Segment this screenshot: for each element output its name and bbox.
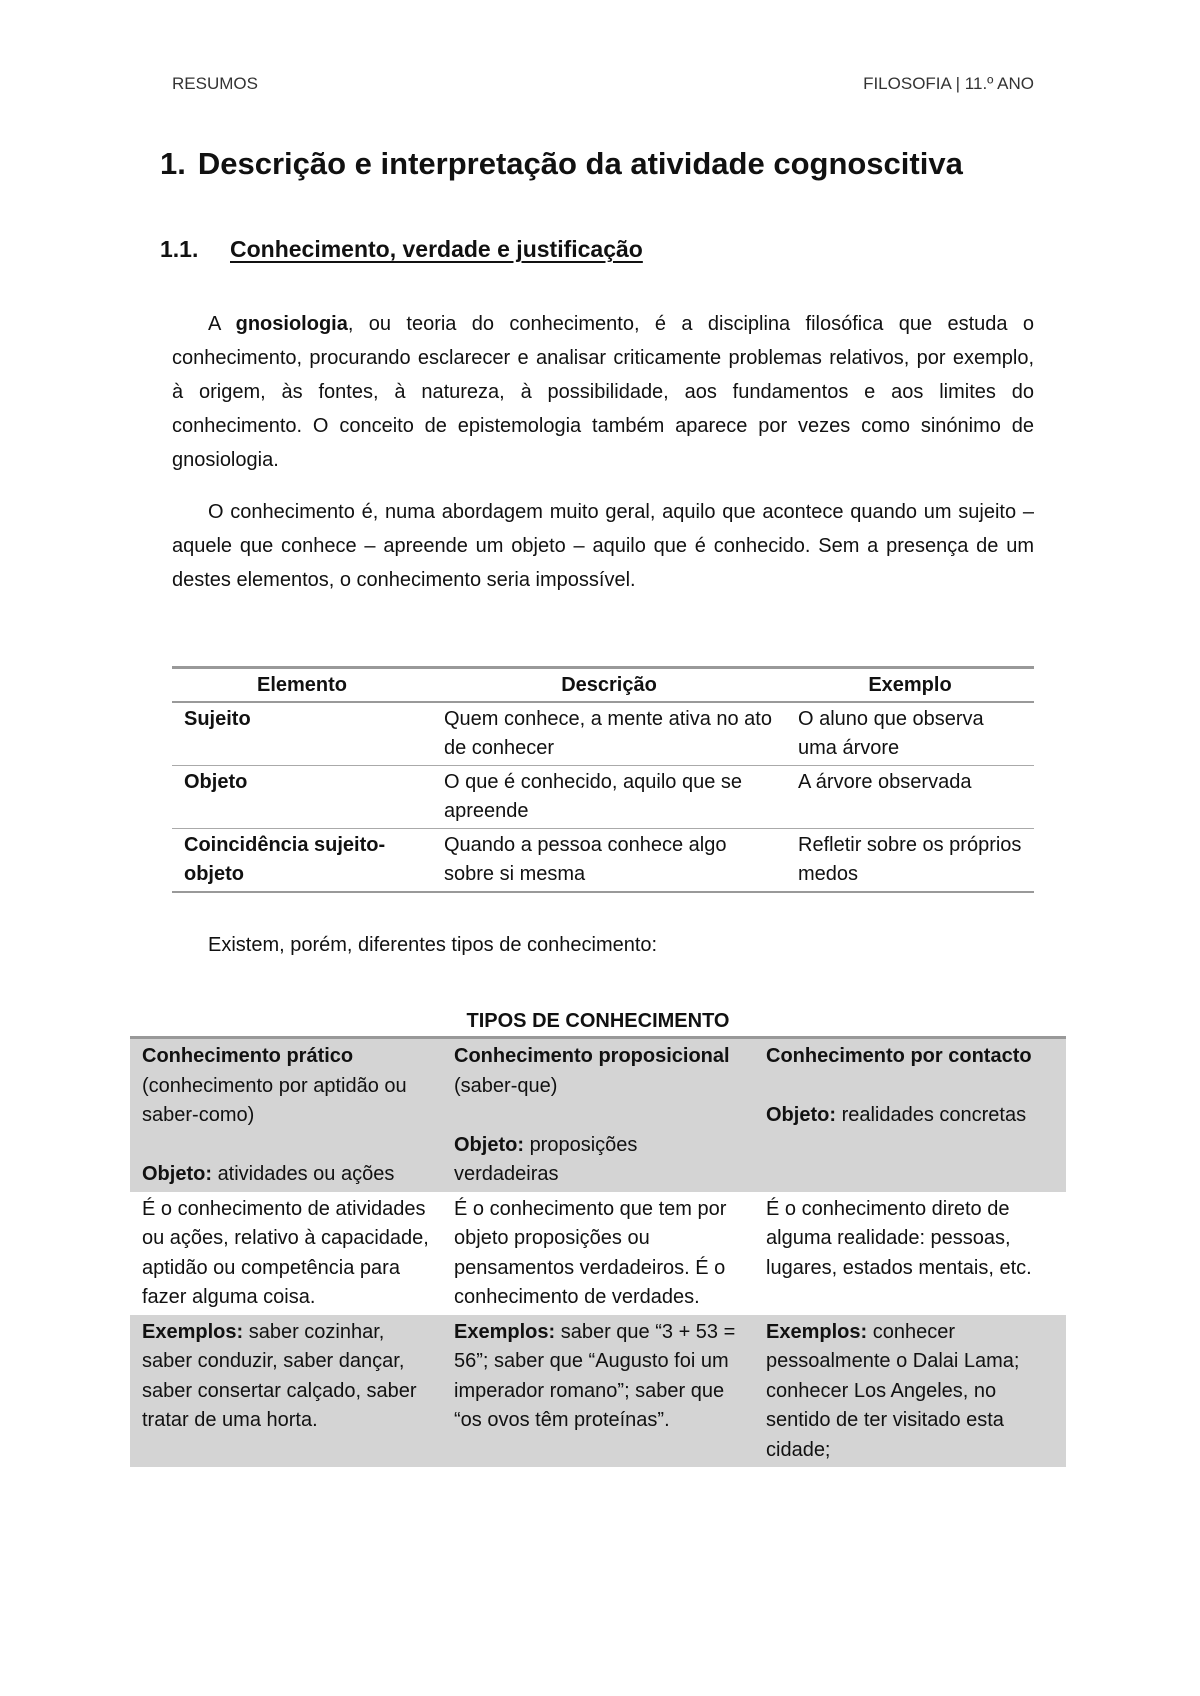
subsection-heading (160, 236, 643, 263)
paragraph-conhecimento (172, 495, 1034, 597)
type-examples-cell (130, 1315, 442, 1468)
cell-element: Objeto (172, 766, 432, 829)
cell-element: Coincidência sujeito-objeto (172, 829, 432, 893)
types-name-row (130, 1038, 1066, 1192)
type-cell-pratico (130, 1038, 442, 1192)
table-row (172, 766, 1034, 829)
table-row (172, 702, 1034, 766)
examples-label: Exemplos: (454, 1320, 556, 1343)
examples-label: Exemplos: (142, 1320, 244, 1343)
elements-table (172, 666, 1034, 893)
types-definition-row (130, 1192, 1066, 1315)
header-right: FILOSOFIA | 11.º ANO (863, 74, 1034, 93)
cell-example: A árvore observada (786, 766, 1034, 829)
cell-example: O aluno que observa uma árvore (786, 702, 1034, 766)
examples-label: Exemplos: (766, 1320, 868, 1343)
header-exemplo: Exemplo (786, 668, 1034, 703)
object-label: Objeto: (766, 1104, 836, 1126)
header-elemento: Elemento (172, 668, 432, 703)
type-examples: conhecer pessoalmente o Dalai Lama; conhecer Los Angeles, no sentido de ter visitado esta cidade; (766, 1320, 1020, 1461)
section-title: Descrição e interpretação da atividade cognoscitiva (197, 146, 963, 181)
object-label: Objeto: (454, 1133, 524, 1156)
paragraph-gnosiologia (172, 307, 1034, 477)
type-object: realidades concretas (841, 1104, 1027, 1126)
section-heading (160, 146, 963, 182)
types-table-caption: TIPOS DE CONHECIMENTO (466, 1010, 730, 1032)
type-cell-contacto (754, 1038, 1066, 1192)
cell-description: Quem conhece, a mente ativa no ato de conhecer (432, 702, 786, 766)
elements-table-header (172, 668, 1034, 703)
types-table (130, 1036, 1066, 1467)
running-header (172, 74, 1034, 94)
object-label: Objeto: (142, 1163, 212, 1185)
type-definition: É o conhecimento de atividades ou ações, relativo à capacidade, aptidão ou competência para fazer alguma coisa. (142, 1197, 429, 1308)
type-name-note: (conhecimento por aptidão ou saber-como) (142, 1074, 407, 1126)
paragraph-rest: , ou teoria do conhecimento, é a disciplina filosófica que estuda o conhecimento, procurando esclarecer e analisar criticamente problemas relativos, por exemplo, à origem, às fontes, à natureza, à possibilidade, aos fundamentos e aos limites do conhecimento. O conceito de epistemologia também aparece por vezes como sinónimo de gnosiologia. (172, 313, 1034, 471)
types-lead-in: Existem, porém, diferentes tipos de conhecimento: (208, 934, 658, 956)
type-name: Conhecimento proposicional (454, 1045, 730, 1067)
table-row (172, 829, 1034, 893)
term-gnosiologia: gnosiologia (235, 313, 348, 335)
subsection-number: 1.1. (160, 236, 199, 262)
type-definition: É o conhecimento direto de alguma realidade: pessoas, lugares, estados mentais, etc. (766, 1197, 1032, 1279)
type-examples: saber cozinhar, saber conduzir, saber dançar, saber consertar calçado, saber tratar de uma horta. (142, 1320, 417, 1431)
cell-description: Quando a pessoa conhece algo sobre si mesma (432, 829, 786, 893)
cell-element: Sujeito (172, 702, 432, 766)
type-name-note: (saber-que) (454, 1074, 558, 1097)
type-definition: É o conhecimento que tem por objeto proposições ou pensamentos verdadeiros. É o conhecimento de verdades. (454, 1197, 727, 1308)
paragraph-2-text: O conhecimento é, numa abordagem muito geral, aquilo que acontece quando um sujeito – aquele que conhece – apreende um objeto – aquilo que é conhecido. Sem a presença de um destes elementos, o conhecimento seria impossível. (172, 501, 1034, 591)
cell-description: O que é conhecido, aquilo que se apreende (432, 766, 786, 829)
section-number: 1. (160, 146, 186, 181)
type-cell-proposicional (442, 1038, 754, 1192)
paragraph-start: A (208, 313, 236, 335)
type-name: Conhecimento prático (142, 1045, 354, 1067)
cell-example: Refletir sobre os próprios medos (786, 829, 1034, 893)
type-examples-cell (442, 1315, 754, 1468)
subsection-title: Conhecimento, verdade e justificação (230, 236, 643, 262)
type-object: atividades ou ações (217, 1163, 395, 1185)
type-object: proposições verdadeiras (454, 1133, 638, 1185)
type-name: Conhecimento por contacto (766, 1045, 1032, 1067)
header-left: RESUMOS (172, 74, 258, 93)
type-examples: saber que “3 + 53 = 56”; saber que “Augusto foi um imperador romano”; saber que “os ovos têm proteínas”. (454, 1320, 736, 1431)
type-examples-cell (754, 1315, 1066, 1468)
header-descricao: Descrição (432, 668, 786, 703)
types-examples-row (130, 1315, 1066, 1468)
